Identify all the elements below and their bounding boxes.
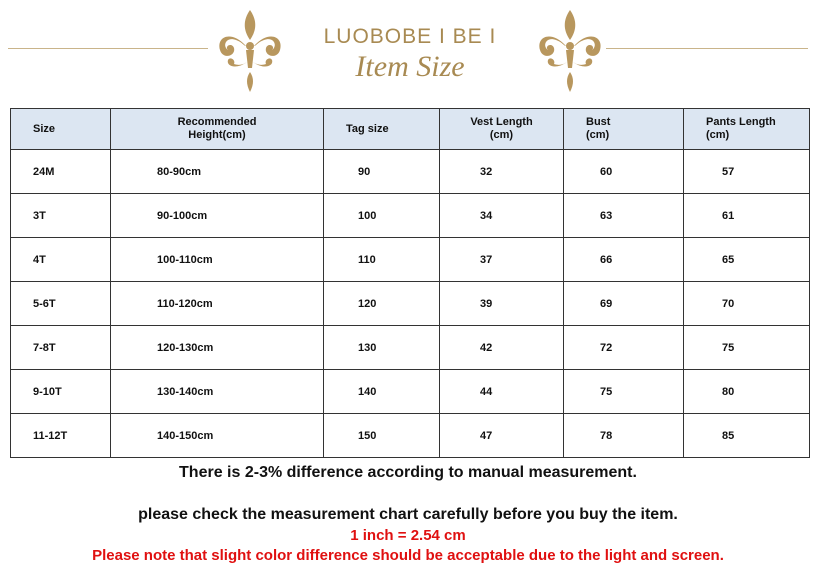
column-header-tag-size [324,109,440,150]
column-header-text: Recommended [177,116,257,128]
table-cell: 130 [324,326,440,370]
table-row [11,238,810,282]
table-cell: 75 [684,326,810,370]
table-cell: 90-100cm [111,194,324,238]
table-cell: 61 [684,194,810,238]
measurement-note: There is 2-3% difference according to manual measurement. [179,464,637,481]
table-row [11,326,810,370]
table-cell: 120-130cm [111,326,324,370]
table-cell: 69 [564,282,684,326]
table-cell: 140-150cm [111,414,324,458]
table-cell: 80-90cm [111,150,324,194]
table-row [11,370,810,414]
table-header [11,109,810,150]
table-cell: 42 [440,326,564,370]
table-row [11,414,810,458]
inch-conversion-note: 1 inch = 2.54 cm [350,527,466,544]
color-difference-note: Please note that slight color difference should be acceptable due to the light and screen. [92,547,724,564]
fleur-ornament-icon [530,6,610,96]
table-body [11,150,810,458]
size-chart-table [10,108,810,458]
table-cell: 47 [440,414,564,458]
column-header-vest-length [440,109,564,150]
table-cell: 60 [564,150,684,194]
table-cell: 66 [564,238,684,282]
fleur-ornament-icon [210,6,290,96]
table-cell: 110 [324,238,440,282]
table-cell: 100-110cm [111,238,324,282]
table-cell: 100 [324,194,440,238]
table-cell: 34 [440,194,564,238]
table-cell: 110-120cm [111,282,324,326]
table-cell: 3T [11,194,111,238]
table-cell: 140 [324,370,440,414]
table-cell: 120 [324,282,440,326]
column-header-pants-length [684,109,810,150]
table-cell: 90 [324,150,440,194]
column-header-text: Height(cm) [188,129,246,141]
table-cell: 37 [440,238,564,282]
column-header-text: (cm) [489,129,514,141]
column-header-text: Size [33,122,56,135]
table-cell: 5-6T [11,282,111,326]
table-cell: 70 [684,282,810,326]
column-header-size [11,109,111,150]
brand-name: LUOBOBE I BE I [323,25,497,48]
table-cell: 11-12T [11,414,111,458]
table-cell: 130-140cm [111,370,324,414]
table-cell: 85 [684,414,810,458]
table-cell: 7-8T [11,326,111,370]
check-chart-note: please check the measurement chart carefully before you buy the item. [138,506,678,523]
table-cell: 72 [564,326,684,370]
table-cell: 150 [324,414,440,458]
table-cell: 75 [564,370,684,414]
table-cell: 32 [440,150,564,194]
table-cell: 65 [684,238,810,282]
table-row [11,194,810,238]
page-header [0,0,816,105]
divider-right [606,48,808,49]
column-header-text: Pants Length [706,116,776,128]
table-row [11,150,810,194]
divider-left [8,48,208,49]
table-cell: 57 [684,150,810,194]
table-cell: 24M [11,150,111,194]
table-cell: 44 [440,370,564,414]
table-cell: 78 [564,414,684,458]
page-title: Item Size [355,50,465,83]
table-cell: 63 [564,194,684,238]
column-header-height [111,109,324,150]
table-row [11,282,810,326]
table-cell: 4T [11,238,111,282]
column-header-bust [564,109,684,150]
table-cell: 9-10T [11,370,111,414]
column-header-text: (cm) [586,129,610,141]
column-header-text: Vest Length [470,116,533,128]
table-cell: 80 [684,370,810,414]
column-header-text: Bust [586,116,611,128]
column-header-text: Tag size [346,122,389,135]
column-header-text: (cm) [706,129,730,141]
table-cell: 39 [440,282,564,326]
